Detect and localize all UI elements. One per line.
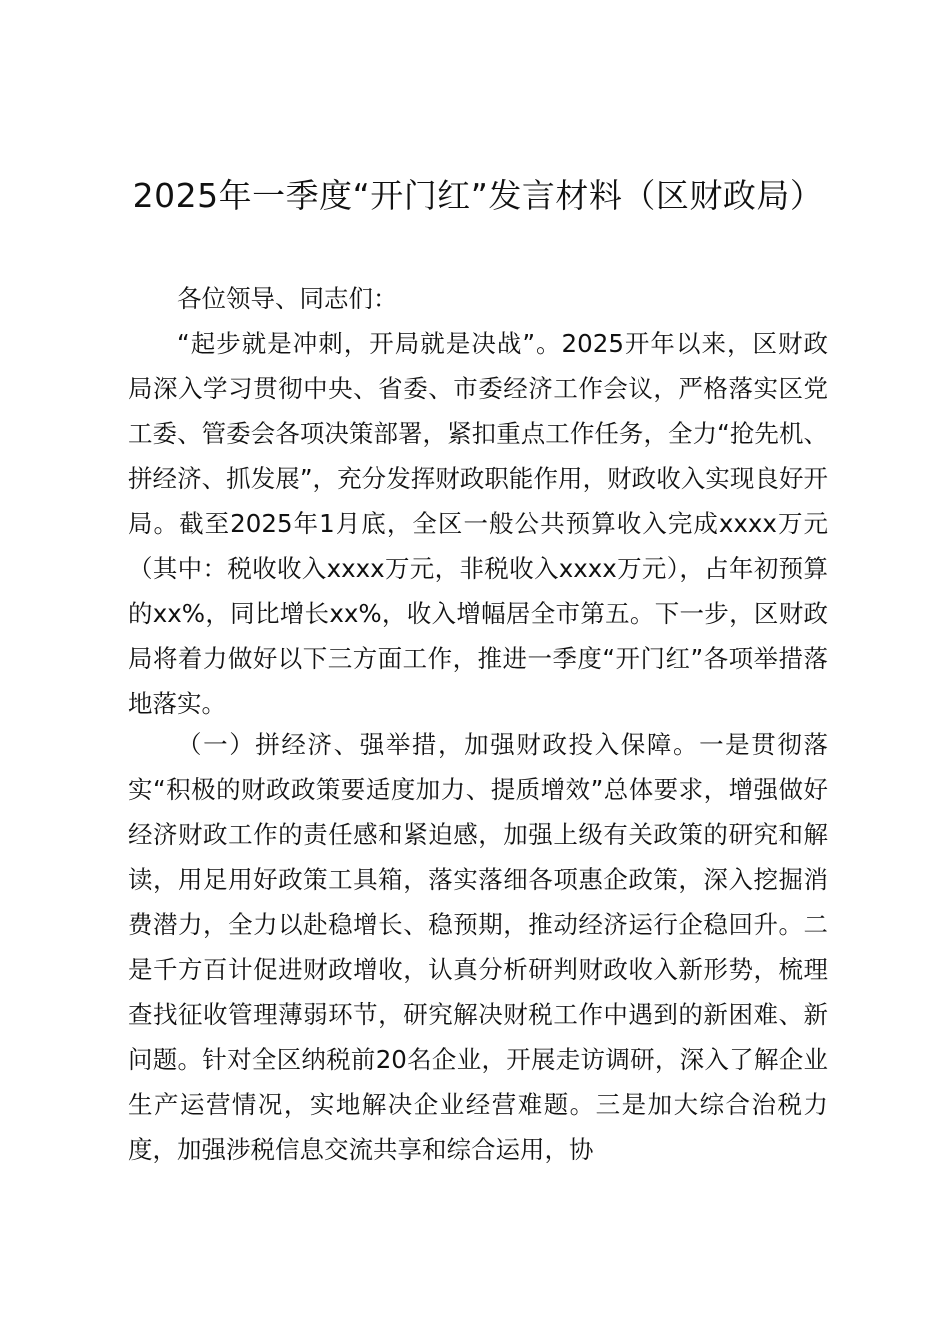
salutation: 各位领导、同志们：	[177, 284, 398, 313]
document-title: 2025年一季度“开门红”发言材料（区财政局）	[132, 176, 824, 215]
paragraph-intro: “起步就是冲刺，开局就是决战”。2025开年以来，区财政局深入学习贯彻中央、省委、市委经济工作会议，严格落实区党工委、管委会各项决策部署，紧扣重点工作任务，全力“抢先机、拼经济、抓发展”，充分发挥财政职能作用，财政收入实现良好开局。截至2025年1月底，全区一般公共预算收入完成xxxx万元（其中：税收收入xxxx万元，非税收入xxxx万元），占年初预算的xx%，同比增长xx%，收入增幅居全市第五。下一步，区财政局将着力做好以下三方面工作，推进一季度“开门红”各项举措落地落实。	[128, 329, 828, 718]
paragraph-section-one: （一）拼经济、强举措，加强财政投入保障。一是贯彻落实“积极的财政政策要适度加力、提质增效”总体要求，增强做好经济财政工作的责任感和紧迫感，加强上级有关政策的研究和解读，用足用好政策工具箱，落实落细各项惠企政策，深入挖掘消费潜力，全力以赴稳增长、稳预期，推动经济运行企稳回升。二是千方百计促进财政增收，认真分析研判财政收入新形势，梳理查找征收管理薄弱环节，研究解决财税工作中遇到的新困难、新问题。针对全区纳税前20名企业，开展走访调研，深入了解企业生产运营情况，实地解决企业经营难题。三是加大综合治税力度，加强涉税信息交流共享和综合运用，协	[128, 730, 828, 1164]
